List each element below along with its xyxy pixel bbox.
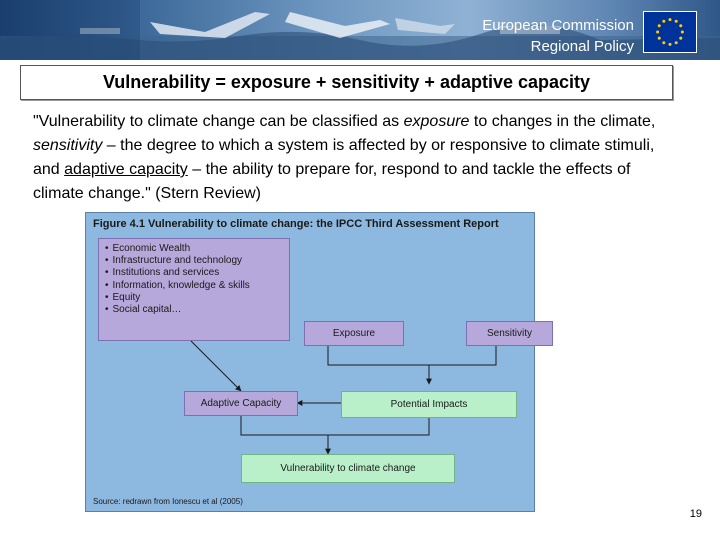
sensitivity-label: Sensitivity [486,328,532,339]
sensitivity-box [466,321,553,346]
quote-adaptive-capacity: adaptive capacity [64,161,188,178]
determinant-item: • Infrastructure and technology [105,255,283,267]
header-text [482,15,634,57]
org-name: European Commission [482,17,634,34]
slide-title-box [20,65,673,100]
quote-sensitivity: sensitivity [33,137,103,154]
stern-review-quote [33,110,673,206]
exposure-box [304,321,404,346]
exposure-label: Exposure [332,328,376,339]
eu-flag-icon [643,11,697,53]
quote-exposure: exposure [403,113,470,130]
determinant-item: • Institutions and services [105,267,283,279]
vulnerability-label: Vulnerability to climate change [280,463,416,474]
adaptive-capacity-label: Adaptive Capacity [200,398,282,409]
ipcc-vulnerability-figure [85,212,535,512]
dept-name: Regional Policy [530,38,634,55]
potential-impacts-label: Potential Impacts [390,399,468,410]
slide-title: Vulnerability = exposure + sensitivity + adaptive capacity [102,72,591,92]
determinant-item: • Information, knowledge & skills [105,280,283,292]
figure-title: Figure 4.1 Vulnerability to climate change: the IPCC Third Assessment Report [93,218,499,230]
figure-source: Source: redrawn from Ionescu et al (2005) [93,497,243,506]
vulnerability-box [241,454,455,483]
page-number: 19 [689,508,702,520]
determinant-item: • Social capital… [105,304,283,316]
potential-impacts-box [341,391,517,418]
quote-part-4: – the ability to prepare for, respond to and tackle the effects of climate change." (Stern Review) [33,161,631,202]
quote-part-1: "Vulnerability to climate change can be classified as [33,113,404,130]
quote-part-3: – the degree to which a system is affected by or responsive to climate stimuli, and [33,137,655,178]
determinant-item: • Economic Wealth [105,243,283,255]
quote-part-2: to changes in the climate, [469,113,656,130]
adaptive-capacity-box [184,391,298,416]
header-banner [0,0,720,60]
determinant-item: • Equity [105,292,283,304]
